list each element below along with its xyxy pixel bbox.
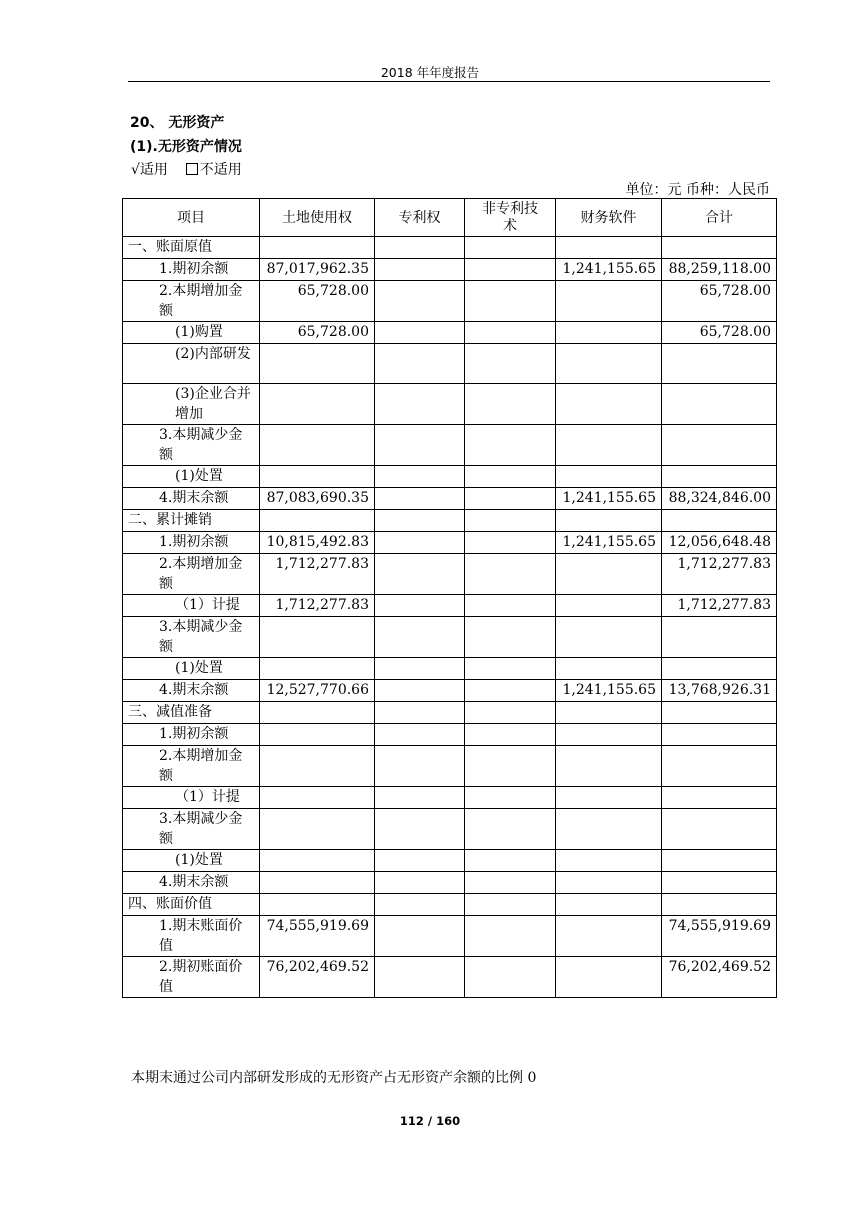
table-cell (375, 281, 465, 322)
table-cell (465, 237, 556, 259)
table-cell (260, 344, 375, 384)
table-cell (662, 510, 777, 532)
table-cell (465, 746, 556, 787)
row-label: 2.期初账面价值 (123, 957, 260, 998)
table-row (123, 809, 777, 850)
table-cell (375, 809, 465, 850)
table-row (123, 344, 777, 384)
column-header: 专利权 (375, 199, 465, 237)
table-cell: 87,083,690.35 (260, 488, 375, 510)
table-row (123, 425, 777, 466)
table-row (123, 595, 777, 617)
table-cell (465, 916, 556, 957)
table-cell (465, 425, 556, 466)
table-cell (375, 916, 465, 957)
table-cell (260, 787, 375, 809)
table-cell: 76,202,469.52 (260, 957, 375, 998)
table-cell (556, 894, 662, 916)
table-cell: 74,555,919.69 (662, 916, 777, 957)
table-cell (465, 384, 556, 425)
table-row (123, 466, 777, 488)
table-cell (260, 617, 375, 658)
table-cell (662, 724, 777, 746)
not-applicable-label: 不适用 (199, 162, 242, 178)
table-cell (662, 658, 777, 680)
table-row (123, 872, 777, 894)
table-cell (556, 466, 662, 488)
table-cell (465, 702, 556, 724)
table-cell: 65,728.00 (662, 281, 777, 322)
footnote: 本期末通过公司内部研发形成的无形资产占无形资产余额的比例 0 (131, 1070, 537, 1086)
table-cell (260, 872, 375, 894)
row-label: 一、账面原值 (123, 237, 260, 259)
table-cell (465, 850, 556, 872)
table-cell (556, 384, 662, 425)
table-cell: 1,241,155.65 (556, 259, 662, 281)
row-label: 4.期末余额 (123, 488, 260, 510)
table-cell (375, 702, 465, 724)
row-label: 4.期末余额 (123, 680, 260, 702)
table-row (123, 488, 777, 510)
table-cell (556, 746, 662, 787)
row-label: 2.本期增加金额 (123, 281, 260, 322)
table-cell (556, 702, 662, 724)
header-divider (128, 81, 770, 82)
table-row (123, 384, 777, 425)
row-label: (1)购置 (123, 322, 260, 344)
table-row (123, 724, 777, 746)
table-cell (375, 724, 465, 746)
column-header: 财务软件 (556, 199, 662, 237)
table-cell (375, 466, 465, 488)
table-cell (556, 787, 662, 809)
table-cell (465, 872, 556, 894)
table-row (123, 281, 777, 322)
table-cell (465, 724, 556, 746)
table-cell (465, 510, 556, 532)
row-label: (2)内部研发 (123, 344, 260, 384)
column-header: 非专利技术 (465, 199, 556, 237)
table-cell (662, 894, 777, 916)
table-cell (375, 680, 465, 702)
row-label: (1)处置 (123, 850, 260, 872)
table-cell (662, 809, 777, 850)
table-row (123, 702, 777, 724)
row-label: (3)企业合并增加 (123, 384, 260, 425)
applicability-row (131, 159, 242, 179)
table-cell (465, 532, 556, 554)
table-cell: 65,728.00 (662, 322, 777, 344)
table-cell (260, 702, 375, 724)
table-row (123, 850, 777, 872)
table-cell (662, 344, 777, 384)
table-cell: 13,768,926.31 (662, 680, 777, 702)
table-cell (375, 554, 465, 595)
table-cell (556, 809, 662, 850)
table-cell: 1,241,155.65 (556, 488, 662, 510)
table-cell (556, 237, 662, 259)
row-label: 四、账面价值 (123, 894, 260, 916)
table-cell (556, 322, 662, 344)
subsection-title: (1).无形资产情况 (130, 139, 242, 155)
table-cell (260, 894, 375, 916)
table-cell (375, 658, 465, 680)
table-cell (556, 872, 662, 894)
table-row (123, 916, 777, 957)
table-cell (260, 746, 375, 787)
table-cell (465, 595, 556, 617)
table-cell (375, 344, 465, 384)
row-label: 3.本期减少金额 (123, 617, 260, 658)
table-cell (662, 425, 777, 466)
table-cell (556, 281, 662, 322)
row-label: 三、减值准备 (123, 702, 260, 724)
table-cell: 74,555,919.69 (260, 916, 375, 957)
table-cell (465, 259, 556, 281)
table-row (123, 787, 777, 809)
table-row (123, 746, 777, 787)
section-title: 20、 无形资产 (130, 115, 225, 131)
table-row (123, 237, 777, 259)
table-cell (465, 680, 556, 702)
table-row (123, 680, 777, 702)
table-cell: 88,324,846.00 (662, 488, 777, 510)
table-cell (260, 510, 375, 532)
table-row (123, 617, 777, 658)
checkbox-empty-icon (186, 163, 198, 175)
table-cell (662, 617, 777, 658)
table-row (123, 532, 777, 554)
table-row (123, 322, 777, 344)
page-number: 112 / 160 (399, 1114, 461, 1128)
table-cell (260, 237, 375, 259)
table-row (123, 554, 777, 595)
applicable-checked: √适用 (131, 162, 168, 178)
table-cell (556, 957, 662, 998)
table-cell: 65,728.00 (260, 281, 375, 322)
table-cell (375, 259, 465, 281)
table-cell (375, 237, 465, 259)
table-cell (465, 787, 556, 809)
table-cell (465, 894, 556, 916)
table-cell (556, 425, 662, 466)
row-label: 2.本期增加金额 (123, 746, 260, 787)
table-cell (465, 809, 556, 850)
row-label: 2.本期增加金额 (123, 554, 260, 595)
row-label: （1）计提 (123, 595, 260, 617)
table-cell (465, 617, 556, 658)
table-cell (556, 595, 662, 617)
table-cell (556, 658, 662, 680)
table-row (123, 259, 777, 281)
table-cell: 1,712,277.83 (662, 554, 777, 595)
table-cell (375, 384, 465, 425)
table-cell: 1,712,277.83 (260, 595, 375, 617)
report-header: 2018 年年度报告 (380, 65, 480, 80)
table-cell (375, 488, 465, 510)
table-cell (662, 702, 777, 724)
row-label: 1.期初余额 (123, 724, 260, 746)
table-cell (556, 344, 662, 384)
table-cell (375, 787, 465, 809)
table-cell (375, 532, 465, 554)
table-row (123, 510, 777, 532)
table-row (123, 894, 777, 916)
table-cell (375, 850, 465, 872)
table-cell: 1,241,155.65 (556, 680, 662, 702)
table-cell (662, 237, 777, 259)
table-cell (375, 425, 465, 466)
table-cell (556, 617, 662, 658)
row-label: (1)处置 (123, 466, 260, 488)
table-cell (375, 510, 465, 532)
row-label: 1.期末账面价值 (123, 916, 260, 957)
table-cell (556, 850, 662, 872)
table-cell (260, 384, 375, 425)
table-cell (465, 658, 556, 680)
table-cell: 1,241,155.65 (556, 532, 662, 554)
table-cell (465, 554, 556, 595)
table-cell (662, 384, 777, 425)
table-cell (375, 595, 465, 617)
table-cell: 1,712,277.83 (662, 595, 777, 617)
row-label: (1)处置 (123, 658, 260, 680)
row-label: （1）计提 (123, 787, 260, 809)
row-label: 3.本期减少金额 (123, 809, 260, 850)
table-cell (375, 617, 465, 658)
table-cell (260, 850, 375, 872)
table-cell (465, 322, 556, 344)
table-cell (662, 787, 777, 809)
table-cell: 10,815,492.83 (260, 532, 375, 554)
table-cell (260, 809, 375, 850)
row-label: 4.期末余额 (123, 872, 260, 894)
row-label: 二、累计摊销 (123, 510, 260, 532)
table-cell (375, 957, 465, 998)
table-cell: 65,728.00 (260, 322, 375, 344)
table-cell (465, 466, 556, 488)
column-header: 合计 (662, 199, 777, 237)
table-cell (662, 466, 777, 488)
intangible-assets-table (122, 198, 777, 998)
table-cell (662, 746, 777, 787)
row-label: 3.本期减少金额 (123, 425, 260, 466)
column-header: 土地使用权 (260, 199, 375, 237)
table-cell (556, 510, 662, 532)
table-row (123, 957, 777, 998)
table-cell (465, 488, 556, 510)
table-cell (375, 322, 465, 344)
table-cell (556, 724, 662, 746)
table-cell: 88,259,118.00 (662, 259, 777, 281)
table-cell (662, 850, 777, 872)
table-cell: 87,017,962.35 (260, 259, 375, 281)
table-cell (375, 872, 465, 894)
table-cell (465, 281, 556, 322)
table-cell (556, 554, 662, 595)
table-cell (375, 746, 465, 787)
table-cell (375, 894, 465, 916)
table-cell (260, 724, 375, 746)
table-cell (260, 425, 375, 466)
table-cell: 76,202,469.52 (662, 957, 777, 998)
table-cell: 12,056,648.48 (662, 532, 777, 554)
table-cell (260, 466, 375, 488)
table-cell (662, 872, 777, 894)
currency-unit: 单位：元 币种：人民币 (625, 182, 770, 198)
table-cell (260, 658, 375, 680)
table-cell (465, 957, 556, 998)
table-cell (556, 916, 662, 957)
row-label: 1.期初余额 (123, 532, 260, 554)
row-label: 1.期初余额 (123, 259, 260, 281)
table-row (123, 658, 777, 680)
table-cell: 1,712,277.83 (260, 554, 375, 595)
table-cell (465, 344, 556, 384)
column-header: 项目 (123, 199, 260, 237)
table-header-row (123, 199, 777, 237)
table-cell: 12,527,770.66 (260, 680, 375, 702)
